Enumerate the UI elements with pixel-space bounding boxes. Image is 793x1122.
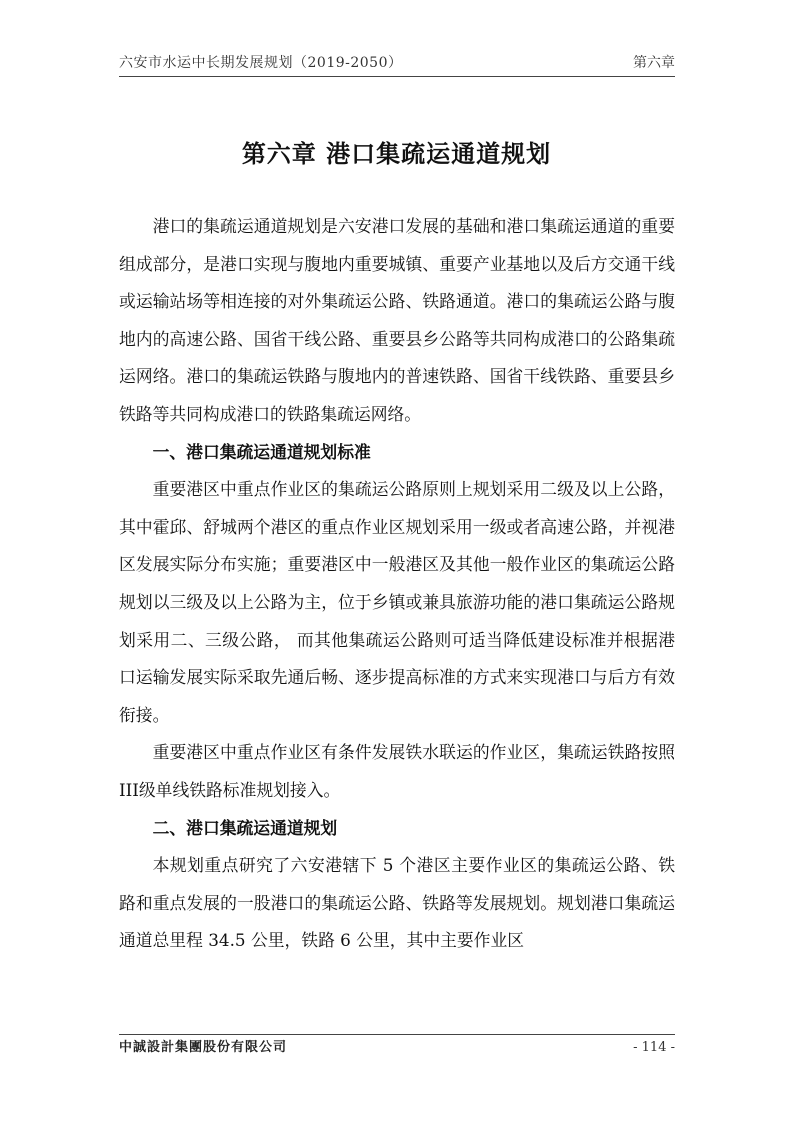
section-1-paragraph-1: 重要港区中重点作业区的集疏运公路原则上规划采用二级及以上公路，其中霍邱、舒城两个港区的重点作业区规划采用一级或者高速公路，并视港区发展实际分布实施；重要港区中一般港区及其他一般作业区的集疏运公路规划以三级及以上公路为主，位于乡镇或兼具旅游功能的港口集疏运公路规划采用二、三级公路， 而其他集疏运公路则可适当降低建设标准并根据港口运输发展实际采取先通后畅、逐步提高标准的方式来实现港口与后方有效衔接。: [119, 479, 675, 725]
header-document-title: 六安市水运中长期发展规划（2019-2050）: [119, 55, 403, 71]
chapter-title: 第六章 港口集疏运通道规划: [241, 140, 552, 168]
header-divider: [119, 76, 675, 77]
section-heading-1: 一、港口集疏运通道规划标准: [152, 441, 371, 462]
section-1-paragraph-2: 重要港区中重点作业区有条件发展铁水联运的作业区，集疏运铁路按照III级单线铁路标准规划接入。: [119, 742, 675, 800]
body-text: [119, 208, 675, 960]
footer-company-name: 中誠設計集團股份有限公司: [119, 1040, 288, 1055]
section-2-paragraph-1: 本规划重点研究了六安港辖下 5 个港区主要作业区的集疏运公路、铁路和重点发展的一股港口的集疏运公路、铁路等发展规划。规划港口集疏运通道总里程 34.5 公里，铁路 6 公里，其中主要作业区: [119, 855, 675, 951]
page-header: [119, 48, 675, 74]
footer-divider: [119, 1034, 675, 1035]
header-chapter-label: 第六章: [633, 55, 675, 71]
intro-paragraph: 港口的集疏运通道规划是六安港口发展的基础和港口集疏运通道的重要组成部分，是港口实现与腹地内重要城镇、重要产业基地以及后方交通干线或运输站场等相连接的对外集疏运公路、铁路通道。港口的集疏运公路与腹地内的高速公路、国省干线公路、重要县乡公路等共同构成港口的公路集疏运网络。港口的集疏运铁路与腹地内的普速铁路、国省干线铁路、重要县乡铁路等共同构成港口的铁路集疏运网络。: [119, 216, 675, 424]
section-heading-2: 二、港口集疏运通道规划: [152, 817, 338, 838]
page-number: - 114 -: [633, 1040, 675, 1055]
